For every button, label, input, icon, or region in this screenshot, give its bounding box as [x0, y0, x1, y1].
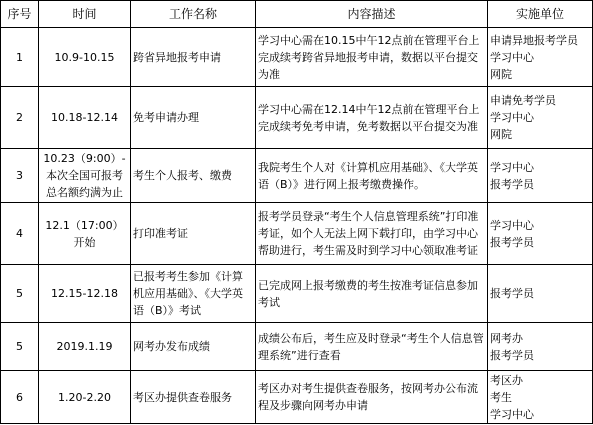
row-unit: 考区办 考生 学习中心: [488, 371, 593, 424]
header-time: 时间: [39, 1, 131, 28]
header-task-name: 工作名称: [131, 1, 256, 28]
row-index: 2: [1, 87, 39, 149]
row-description: 考区办对考生提供查卷服务，按网考办公布流程及步骤向网考办申请: [256, 371, 488, 424]
table-row: [1, 203, 593, 265]
header-description: 内容描述: [256, 1, 488, 28]
row-index: 5: [1, 265, 39, 323]
row-description: 报考学员登录“考生个人信息管理系统”打印准考证，如个人无法上网下载打印，由学习中心帮助进行，考生需及时到学习中心领取准考证: [256, 203, 488, 265]
row-time: 10.18-12.14: [39, 87, 131, 149]
table-row: [1, 265, 593, 323]
row-description: 已完成网上报考缴费的考生按准考证信息参加考试: [256, 265, 488, 323]
table-row: [1, 149, 593, 203]
header-row: [1, 1, 593, 28]
row-task-name: 考生个人报考、缴费: [131, 149, 256, 203]
header-unit: 实施单位: [488, 1, 593, 28]
row-index: 1: [1, 28, 39, 87]
row-unit: 申请异地报考学员 学习中心 网院: [488, 28, 593, 87]
row-unit: 网考办 报考学员: [488, 323, 593, 371]
row-index: 3: [1, 149, 39, 203]
row-index: 6: [1, 371, 39, 424]
row-task-name: 跨省异地报考申请: [131, 28, 256, 87]
row-index: 5: [1, 323, 39, 371]
row-time: 10.23（9:00）-本次全国可报考总名额约满为止: [39, 149, 131, 203]
table-row: [1, 371, 593, 424]
row-time: 1.20-2.20: [39, 371, 131, 424]
row-time: 2019.1.19: [39, 323, 131, 371]
row-description: 我院考生个人对《计算机应用基础》、《大学英语（B）》进行网上报考缴费操作。: [256, 149, 488, 203]
header-index: 序号: [1, 1, 39, 28]
row-description: 学习中心需在10.15中午12点前在管理平台上完成续考跨省异地报考申请，数据以平台提交为准: [256, 28, 488, 87]
row-description: 学习中心需在12.14中午12点前在管理平台上完成续考免考申请，免考数据以平台提交为准: [256, 87, 488, 149]
row-unit: 报考学员: [488, 265, 593, 323]
row-task-name: 免考申请办理: [131, 87, 256, 149]
row-time: 12.1（17:00）开始: [39, 203, 131, 265]
row-unit: 申请免考学员 学习中心 网院: [488, 87, 593, 149]
row-description: 成绩公布后，考生应及时登录“考生个人信息管理系统”进行查看: [256, 323, 488, 371]
row-time: 10.9-10.15: [39, 28, 131, 87]
table-row: [1, 323, 593, 371]
row-time: 12.15-12.18: [39, 265, 131, 323]
row-unit: 学习中心 报考学员: [488, 149, 593, 203]
row-task-name: 已报考考生参加《计算机应用基础》、《大学英语（B）》考试: [131, 265, 256, 323]
row-index: 4: [1, 203, 39, 265]
table-row: [1, 87, 593, 149]
row-task-name: 考区办提供查卷服务: [131, 371, 256, 424]
row-unit: 学习中心 报考学员: [488, 203, 593, 265]
row-task-name: 打印准考证: [131, 203, 256, 265]
row-task-name: 网考办发布成绩: [131, 323, 256, 371]
table-row: [1, 28, 593, 87]
